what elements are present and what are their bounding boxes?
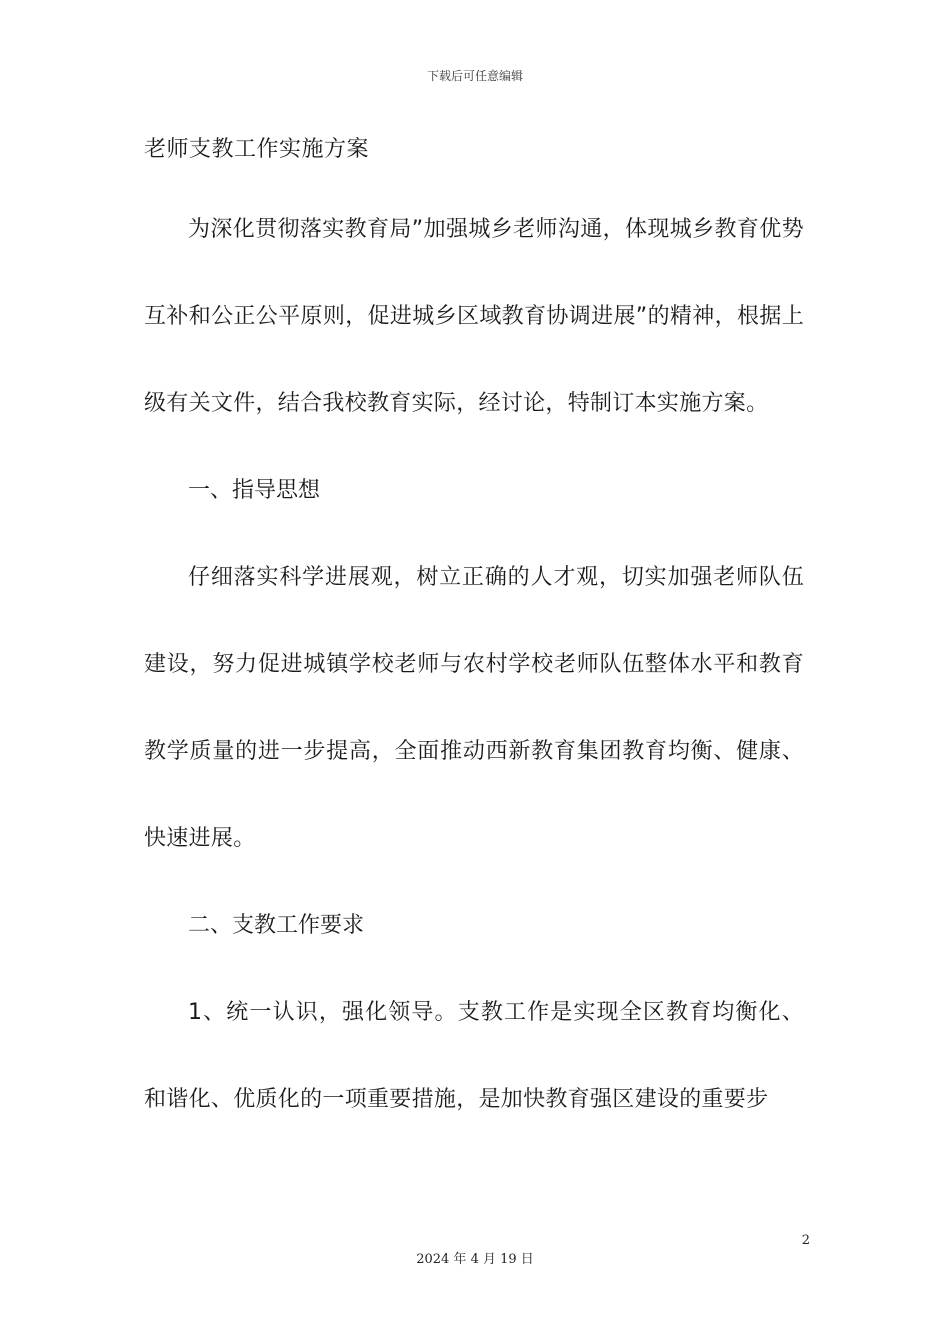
header-note: 下载后可任意编辑 [426,69,523,83]
section-heading-requirements: 二、支教工作要求 [188,913,365,938]
requirements-paragraph: 1、统一认识，强化领导。支教工作是实现全区教育均衡化、和谐化、优质化的一项重要措施，是加快教育强区建设的重要步 [144,1000,804,1112]
guiding-ideology-paragraph: 仔细落实科学进展观，树立正确的人才观，切实加强老师队伍建设，努力促进城镇学校老师与农村学校老师队伍整体水平和教育教学质量的进一步提高，全面推动西新教育集团教育均衡、健康、快速进展。 [144,565,804,851]
intro-paragraph: 为深化贯彻落实教育局”加强城乡老师沟通，体现城乡教育优势 互补和公正公平原则，促进城乡区域教育协调进展”的精神，根据上级有关文件，结合我校教育实际，经讨论，特制订本实施方案。 [144,217,804,416]
footer-date: 2024 年 4 月 19 日 [416,1252,534,1267]
document-body [144,128,804,1143]
section-heading-guiding-ideology: 一、指导思想 [188,478,321,503]
page-number: 2 [801,1233,810,1248]
document-title: 老师支教工作实施方案 [144,137,370,162]
